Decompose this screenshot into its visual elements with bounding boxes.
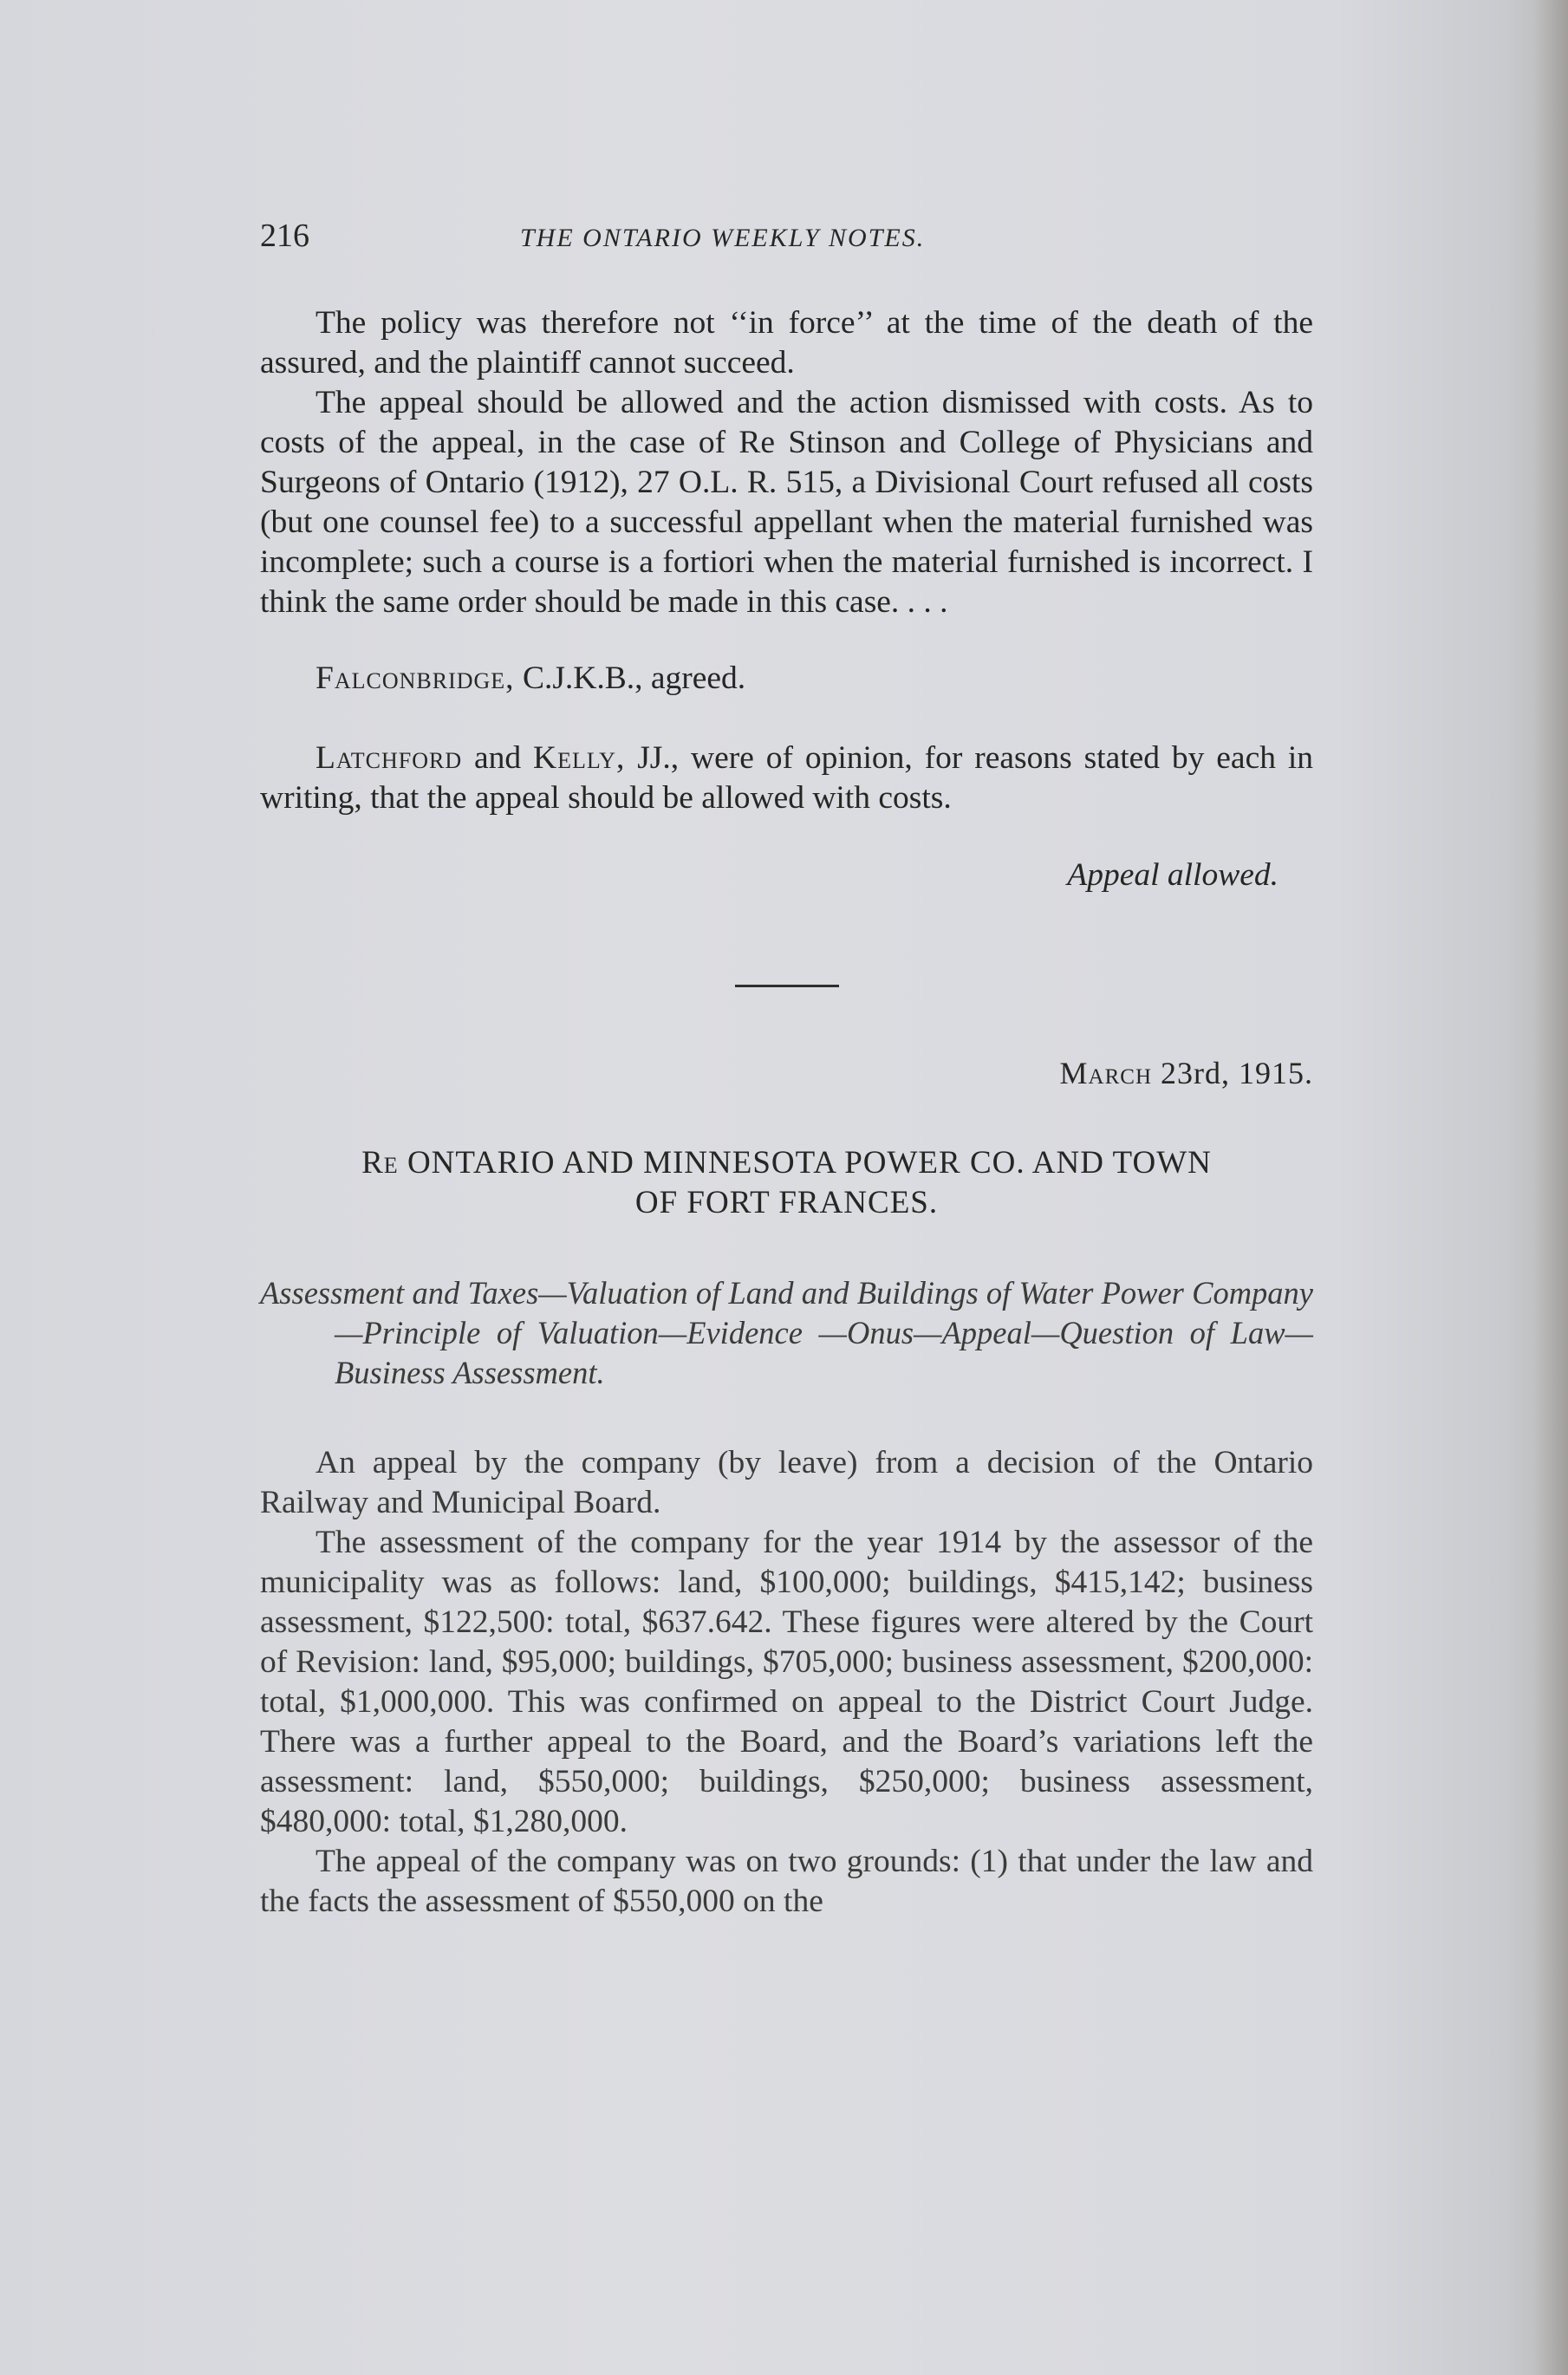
date-month: March xyxy=(1059,1056,1152,1090)
concurrence-latchford-kelly xyxy=(260,739,1313,818)
date-rest: 23rd, 1915. xyxy=(1152,1056,1313,1090)
case-title-re: Re xyxy=(361,1145,399,1181)
judge-name-latchford: Latchford xyxy=(316,740,463,776)
case-title-line-1: ONTARIO AND MINNESOTA POWER CO. AND TOWN xyxy=(398,1145,1212,1181)
case-result: Appeal allowed. xyxy=(1067,857,1278,893)
conjunction: and xyxy=(462,740,534,776)
opinion-paragraph-1: The policy was therefore not ‘‘in force’’ at the time of the death of the assured, and the plaintiff cannot succeed. xyxy=(260,305,1313,381)
judge-name-kelly: Kelly, xyxy=(533,740,626,776)
concurrence-falconbridge xyxy=(260,659,1313,699)
text-column xyxy=(260,217,1313,1922)
concurrence-text: C.J.K.B., agreed. xyxy=(514,660,746,696)
case-title-line-2: OF FORT FRANCES. xyxy=(634,1185,939,1220)
running-head xyxy=(260,217,1313,269)
case-paragraph-3: The appeal of the company was on two grounds: (1) that under the law and the facts the assessment of $550,000 on the xyxy=(260,1844,1313,1919)
concurrence-text: JJ., were of opinion, for reasons stated by each in writing, that the appeal should be allowed with costs. xyxy=(260,740,1313,816)
section-divider xyxy=(735,985,839,987)
opinion-paragraph-2: The appeal should be allowed and the action dismissed with costs. As to costs of the appeal, in the case of Re Stinson and College of Physicians and Surgeons of Ontario (1912), 27 O.L. R. 515, a Divisional Court refused all costs (but one counsel fee) to a successful appellant when the material furnished was incomplete; such a course is a fortiori when the material furnished is incorrect. I think the same order should be made in this case. . . . xyxy=(260,385,1313,620)
judge-name-falconbridge: Falconbridge, xyxy=(316,660,515,696)
case-paragraph-2: The assessment of the company for the year 1914 by the assessor of the municipality was as follows: land, $100,000; buildings, $415,142; business assessment, $122,500: total, $637.642. These figures were altered by the Court of Revision: land, $95,000; buildings, $705,000; business assessment, $200,000: total, $1,000,000. This was confirmed on appeal to the District Court Judge. There was a further appeal to the Board, and the Board’s variations left the assessment: land, $550,000; buildings, $250,000; business assessment, $480,000: total, $1,280,000. xyxy=(260,1525,1313,1839)
headnote: Assessment and Taxes—Valuation of Land and Buildings of Water Power Company—Principle of Valuation—Evidence —Onus—Appeal—Question of Law—Business Assessment. xyxy=(260,1275,1313,1390)
journal-title: THE ONTARIO WEEKLY NOTES. xyxy=(520,224,926,252)
case-title xyxy=(260,1143,1313,1223)
page-edge-shadow xyxy=(1533,0,1568,2375)
page-number: 216 xyxy=(260,218,309,254)
case-paragraph-1: An appeal by the company (by leave) from a decision of the Ontario Railway and Municipal Board. xyxy=(260,1445,1313,1520)
decision-date xyxy=(260,1055,1313,1091)
